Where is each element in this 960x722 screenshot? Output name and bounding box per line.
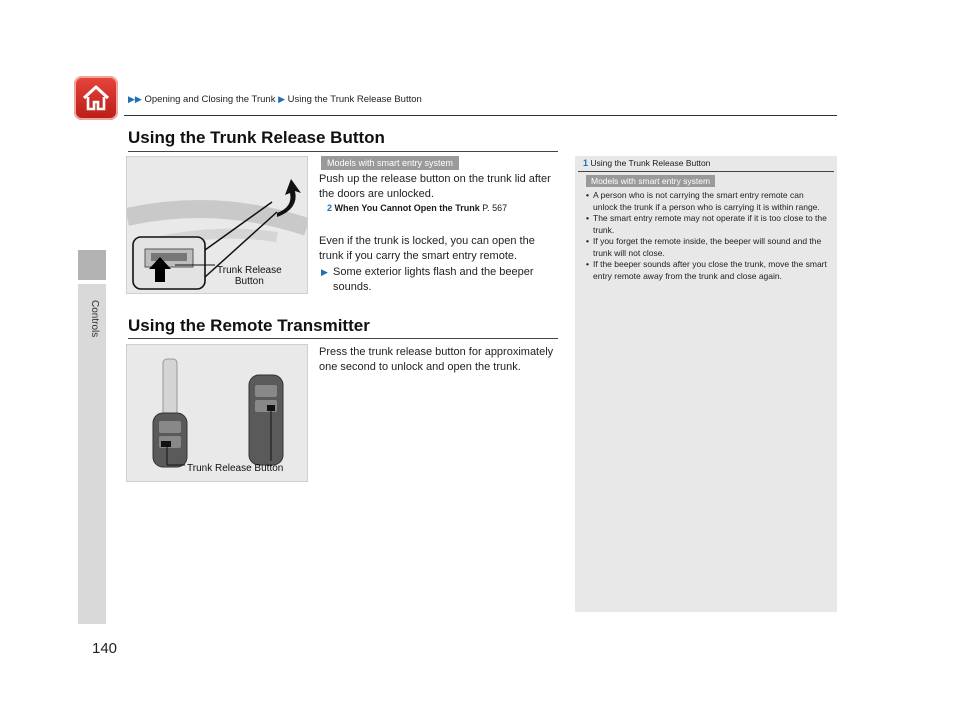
instruction-text: Push up the release button on the trunk lid after the doors are unlocked. <box>319 173 551 200</box>
side-tab-label[interactable]: Controls <box>89 300 100 338</box>
sidebar-note-heading <box>583 158 710 168</box>
result-arrow-icon: ▶ <box>321 267 328 277</box>
breadcrumb-item-trunk[interactable]: Opening and Closing the Trunk <box>144 94 276 105</box>
sidebar-heading-text: Using the Trunk Release Button <box>590 158 711 168</box>
section-divider <box>128 338 558 339</box>
remote-drawing <box>127 345 307 481</box>
sidebar-divider <box>578 171 834 172</box>
list-item: • If you forget the remote inside, the beeper will sound and the trunk will not close. <box>586 236 830 259</box>
home-button[interactable] <box>74 76 118 120</box>
xref-page[interactable]: P. 567 <box>482 203 508 213</box>
note-marker-icon: 1 <box>583 158 589 168</box>
section-title-trunk-release: Using the Trunk Release Button <box>128 128 385 147</box>
xref-title[interactable]: When You Cannot Open the Trunk <box>334 203 480 213</box>
breadcrumb-arrow-icon: ▶▶ <box>128 94 142 104</box>
home-icon <box>81 84 111 112</box>
smart-entry-text: Even if the trunk is locked, you can open the trunk if you carry the smart entry remote. <box>319 235 535 262</box>
xref-arrow-icon: 2 <box>327 203 333 213</box>
list-item: • A person who is not carrying the smart entry remote can unlock the trunk if a person who is carrying it is within range. <box>586 190 830 213</box>
result-note-text: Some exterior lights flash and the beeper sounds. <box>333 266 534 293</box>
breadcrumb-arrow-icon: ▶ <box>278 94 286 104</box>
section-title-remote: Using the Remote Transmitter <box>128 316 370 335</box>
breadcrumb-item-release-button[interactable]: Using the Trunk Release Button <box>287 94 422 105</box>
list-item: • If the beeper sounds after you close the trunk, move the smart entry remote away from the trunk and close again. <box>586 259 830 282</box>
remote-instruction-text: Press the trunk release button for approximately one second to unlock and open the trunk. <box>319 346 554 373</box>
side-tab-marker <box>78 250 106 280</box>
result-note <box>321 265 559 295</box>
figure-label-line2: Button <box>234 276 264 287</box>
trunk-release-button-label <box>217 265 282 287</box>
remote-transmitter-illustration <box>126 344 308 482</box>
trunk-release-illustration <box>126 156 308 294</box>
page-number: 140 <box>92 640 118 657</box>
figure-label-line1: Trunk Release <box>217 265 282 276</box>
cross-reference-link[interactable] <box>327 203 507 213</box>
models-badge: Models with smart entry system <box>321 156 459 170</box>
sidebar-models-badge: Models with smart entry system <box>586 175 715 187</box>
section-divider <box>128 151 558 152</box>
breadcrumb <box>128 94 422 105</box>
remote-button-label: Trunk Release Button <box>187 463 284 474</box>
header-divider <box>124 115 837 116</box>
sidebar-note-list <box>586 190 830 282</box>
list-item: • The smart entry remote may not operate if it is too close to the trunk. <box>586 213 830 236</box>
